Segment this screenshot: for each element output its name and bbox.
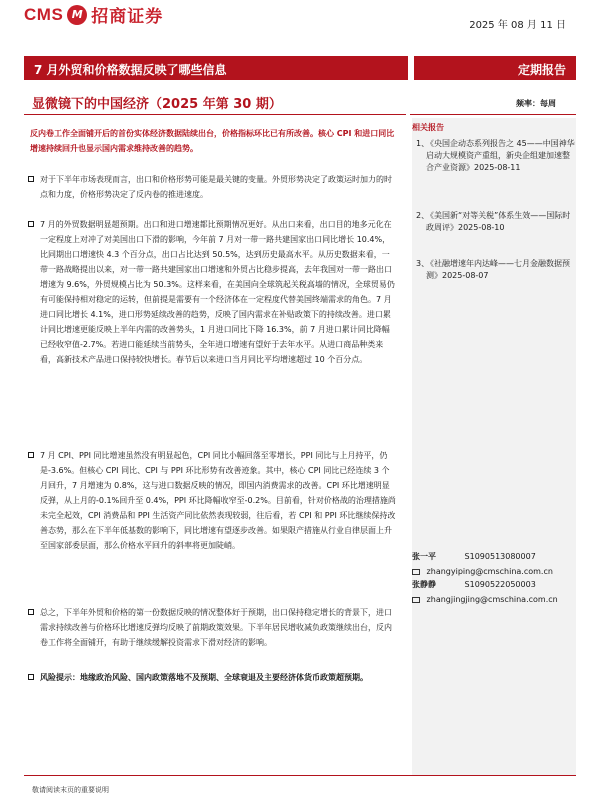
- footer-note: 敬请阅读末页的重要说明: [32, 786, 109, 794]
- report-link[interactable]: 《美国新“对等关税”体系生效——国际时政周评》2025-08-10: [426, 211, 571, 232]
- related-report-item[interactable]: [416, 210, 576, 234]
- subtitle-rule: [24, 114, 406, 115]
- checkbox-bullet-icon: [28, 221, 34, 227]
- analyst-email-row[interactable]: [412, 567, 576, 576]
- logo-cn: 招商证券: [91, 7, 164, 27]
- bullet-item: [24, 605, 396, 650]
- email-icon: [412, 597, 420, 603]
- bullet-text: 总之，下半年外贸和价格的第一份数据反映的情况整体好于预期，出口保持稳定增长的背景下，进口需求持续改善与价格环比增速反弹均反映了前期政策效果。下半年居民增收减负政策继续出台，反内卷工作将全面铺开，有助于继续缓解投资需求下滑对经济的影响。: [40, 608, 392, 647]
- report-link[interactable]: 《社融增速年内达峰——七月金融数据预测》2025-08-07: [426, 259, 570, 280]
- risk-text: 风险提示：地缘政治风险、国内政策落地不及预期、全球衰退及主要经济体货币政策超预期。: [40, 673, 368, 682]
- bullet-text: 7 月 CPI、PPI 同比增速虽然没有明显起色，CPI 同比小幅回落至零增长，PPI 同比与上月持平，仍是-3.6%。但核心 CPI 同比、CPI 与 PPI 环比形势有改善迹象。其中，核心 CPI 同比已经连续 3 个月回升，7 月增速为 0.8%，这与进口数据反映的情况，即国内消费需求的改善。CPI 环比增速明显反弹，从上月的-0.1%回升至 0.4%，PPI 环比降幅收窄至-0.2%。目前看，针对价格战的治理措施尚未完全起效，CPI 消费品和 PPI 生活资产同比依然表现较弱，往后看，若 CPI 和 PPI 环比继续保持改善态势，那么在下半年低基数的影响下，同比增速有望逐步改善。如果限产措施从行业自律层面上升至国家部委层面，那么价格水平回升的斜率将更加陡峭。: [40, 451, 396, 550]
- email-icon: [412, 569, 420, 575]
- logo-en: CMS: [24, 4, 64, 24]
- title-bar: [24, 56, 576, 80]
- analyst-row: [412, 551, 576, 562]
- title-divider: [408, 56, 414, 80]
- analyst-id: S1090522050003: [464, 580, 536, 589]
- bullet-item: [24, 172, 396, 202]
- report-date: 2025 年 08 月 11 日: [469, 20, 566, 31]
- analyst-email[interactable]: zhangyiping@cmschina.com.cn: [426, 567, 553, 576]
- report-number: 3、: [416, 259, 430, 268]
- analyst-email[interactable]: zhangjingjing@cmschina.com.cn: [426, 595, 558, 604]
- bullet-item: [24, 217, 396, 367]
- analyst-name: 张一平: [412, 552, 436, 561]
- report-number: 2、: [416, 211, 430, 220]
- report-number: 1、: [416, 139, 430, 148]
- sidebar: [412, 118, 576, 775]
- bottom-rule: [24, 775, 576, 776]
- report-type: 定期报告: [517, 63, 566, 77]
- analyst-id: S1090513080007: [464, 552, 536, 561]
- checkbox-bullet-icon: [28, 452, 34, 458]
- checkbox-bullet-icon: [28, 609, 34, 615]
- page-header: [0, 0, 600, 40]
- report-frequency: 频率：每周: [516, 99, 556, 108]
- bullet-text: 对于下半年市场表现而言，出口和价格形势可能是最关键的变量。外贸形势决定了政策运时加力的时点和力度，价格形势决定了反内卷的推进速度。: [40, 175, 392, 199]
- report-subtitle: 显微镜下的中国经济（2025 年第 30 期）: [32, 97, 282, 112]
- main-content: [24, 118, 406, 770]
- analyst-email-row[interactable]: [412, 595, 576, 604]
- report-link[interactable]: 《央国企动态系列报告之 45——中国神华启动大规模资产重组，新央企组建加速整合产业资源》2025-08-11: [426, 139, 575, 172]
- checkbox-bullet-icon: [28, 674, 34, 680]
- frequency-rule: [410, 114, 576, 115]
- bullet-item: [24, 448, 396, 553]
- related-reports-heading: 相关报告: [412, 123, 444, 132]
- risk-warning: [24, 670, 396, 685]
- logo-badge-icon: M: [67, 5, 87, 25]
- analyst-row: [412, 579, 576, 590]
- related-report-item[interactable]: [416, 258, 576, 282]
- company-logo: [24, 2, 163, 27]
- checkbox-bullet-icon: [28, 176, 34, 182]
- bullet-text: 7 月的外贸数据明显超预期。出口和进口增速都比预期情况更好。从出口来看，出口目的地多元化在一定程度上对冲了对美国出口下滑的影响，今年前 7 月对一带一路共建国家出口同比增长 10.4%，比同期出口增速快 4.3 个百分点，出口占比达到 50.5%，达到历史最高水平。从历史数据来看，一带一路战略提出以来，对一带一路共建国家出口增速和外贸占比稳步提高，去年我国对一带一路出口增速为 9.6%，外贸规模占比为 50.3%。这样来看，在美国向全球筑起关税高墙的情况，全球贸易仍有可能保持相对稳定的运转，但前提是需要有一个经济体在一定程度代替美国终端需求的角色。7 月进口同比增长 4.1%，进口形势延续改善的趋势，反映了国内需求在补贴政策下的持续改善。进口累计同比增速更能反映上半年内需的改善势头，1 月进口同比下降 16.3%，前 7 月进口累计同比降幅已经收窄值-2.7%。若进口能延续当前势头，全年进口增速有望好于去年水平。从进口商品种类来看，高新技术产品进口保持较快增长。春节后以来进口当月同比平均增速超过 10 个百分点。: [40, 220, 395, 364]
- related-report-item[interactable]: [416, 138, 576, 174]
- abstract: 反内卷工作全面铺开后的首份实体经济数据陆续出台，价格指标环比已有所改善。核心 CPI 和进口同比增速持续回升也显示国内需求维持改善的趋势。: [30, 129, 395, 153]
- analyst-name: 张静静: [412, 580, 436, 589]
- report-title: 7 月外贸和价格数据反映了哪些信息: [34, 63, 227, 77]
